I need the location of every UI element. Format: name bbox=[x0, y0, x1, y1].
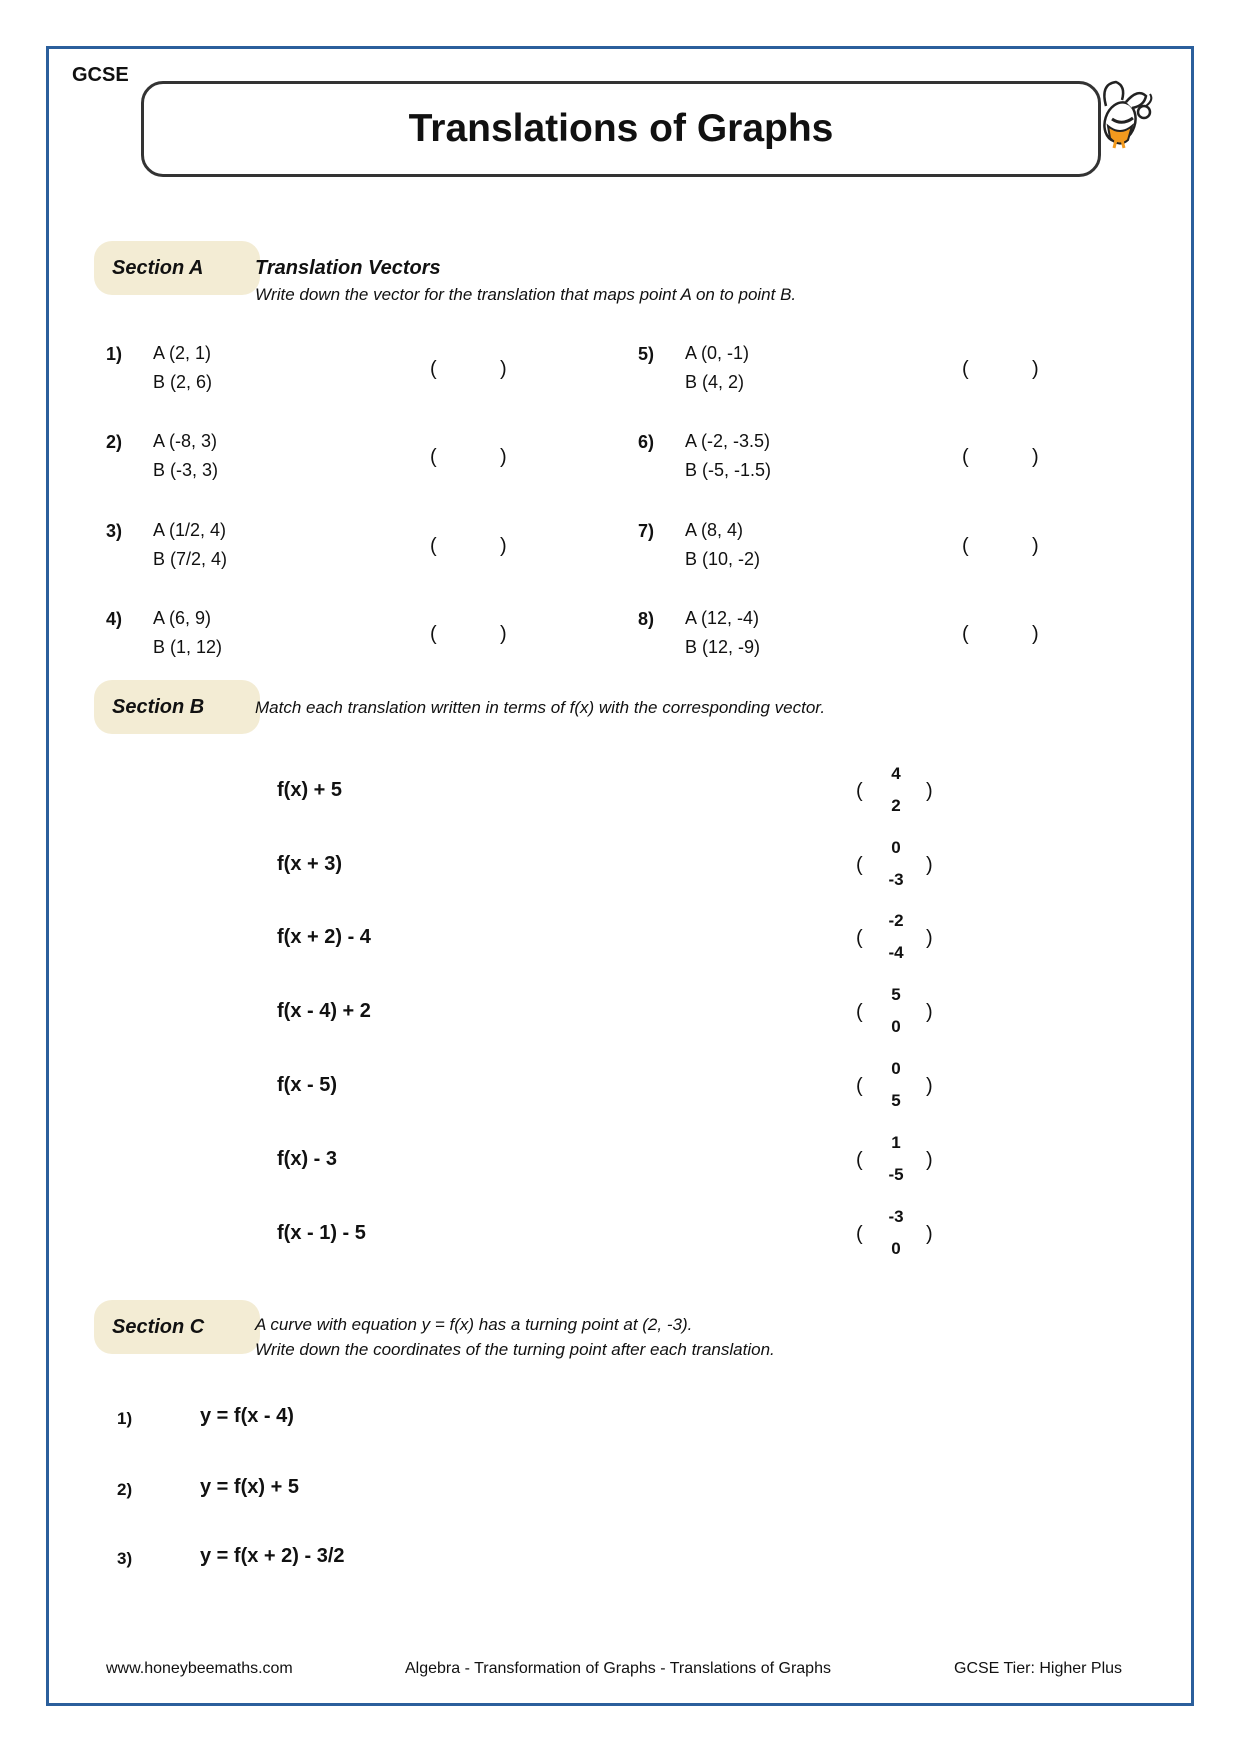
point-b: B (-5, -1.5) bbox=[685, 460, 772, 480]
vector-top: -3 bbox=[888, 1207, 904, 1226]
vector-bottom: 0 bbox=[891, 1017, 901, 1036]
equation: y = f(x + 2) - 3/2 bbox=[200, 1545, 345, 1567]
function-item: f(x - 4) + 2 bbox=[277, 1000, 371, 1022]
vector-top: 4 bbox=[891, 764, 901, 783]
equation: y = f(x) + 5 bbox=[200, 1476, 299, 1498]
footer-tier: GCSE Tier: Higher Plus bbox=[954, 1660, 1123, 1677]
vector-item bbox=[856, 760, 946, 826]
vector-top: -2 bbox=[888, 911, 904, 930]
question-number: 5) bbox=[638, 344, 655, 364]
function-item: f(x - 1) - 5 bbox=[277, 1222, 366, 1244]
function-item: f(x) - 3 bbox=[277, 1148, 337, 1170]
section-b-tag: Section B bbox=[94, 680, 260, 734]
equation: y = f(x - 4) bbox=[200, 1405, 294, 1427]
vector-top: 0 bbox=[891, 1059, 901, 1078]
vector-bottom: 0 bbox=[891, 1239, 901, 1258]
vector-close-paren: ) bbox=[926, 927, 933, 949]
section-a-heading: Translation Vectors bbox=[255, 257, 441, 279]
section-c-instruction-1: A curve with equation y = f(x) has a turning point at (2, -3). bbox=[255, 1315, 693, 1334]
answer-close-paren: ) bbox=[1032, 623, 1039, 645]
point-b: B (12, -9) bbox=[685, 637, 761, 657]
point-a: A (2, 1) bbox=[153, 343, 212, 363]
point-b: B (4, 2) bbox=[685, 372, 745, 392]
function-item: f(x + 2) - 4 bbox=[277, 926, 371, 948]
question-number: 8) bbox=[638, 609, 655, 629]
vector-item bbox=[856, 981, 946, 1047]
point-b: B (-3, 3) bbox=[153, 460, 219, 480]
answer-close-paren: ) bbox=[500, 535, 507, 557]
vector-close-paren: ) bbox=[926, 1223, 933, 1245]
vector-open-paren: ( bbox=[856, 1149, 863, 1171]
vector-top: 5 bbox=[891, 985, 901, 1004]
vector-top: 0 bbox=[891, 838, 901, 857]
answer-open-paren: ( bbox=[962, 535, 969, 557]
point-b: B (10, -2) bbox=[685, 549, 761, 569]
point-a: A (8, 4) bbox=[685, 520, 744, 540]
answer-open-paren: ( bbox=[430, 358, 437, 380]
answer-open-paren: ( bbox=[430, 446, 437, 468]
answer-open-paren: ( bbox=[430, 535, 437, 557]
point-a: A (0, -1) bbox=[685, 343, 750, 363]
answer-open-paren: ( bbox=[962, 446, 969, 468]
answer-open-paren: ( bbox=[430, 623, 437, 645]
answer-close-paren: ) bbox=[500, 358, 507, 380]
point-b: B (7/2, 4) bbox=[153, 549, 228, 569]
section-b-instruction: Match each translation written in terms of f(x) with the corresponding vector. bbox=[255, 698, 826, 717]
vector-close-paren: ) bbox=[926, 780, 933, 802]
question-number: 2) bbox=[106, 432, 123, 452]
footer-website: www.honeybeemaths.com bbox=[106, 1660, 293, 1677]
point-b: B (2, 6) bbox=[153, 372, 213, 392]
question-number: 2) bbox=[117, 1480, 133, 1499]
point-b: B (1, 12) bbox=[153, 637, 223, 657]
vector-bottom: -5 bbox=[888, 1165, 904, 1184]
answer-open-paren: ( bbox=[962, 358, 969, 380]
level-label: GCSE bbox=[72, 64, 129, 86]
function-item: f(x + 3) bbox=[277, 853, 343, 875]
section-c-tag: Section C bbox=[94, 1300, 260, 1354]
point-a: A (-2, -3.5) bbox=[685, 431, 771, 451]
section-a-tag: Section A bbox=[94, 241, 260, 295]
vector-open-paren: ( bbox=[856, 1075, 863, 1097]
vector-item bbox=[856, 1055, 946, 1121]
vector-item bbox=[856, 1129, 946, 1195]
vector-open-paren: ( bbox=[856, 927, 863, 949]
point-a: A (12, -4) bbox=[685, 608, 760, 628]
vector-item bbox=[856, 1203, 946, 1269]
function-item: f(x - 5) bbox=[277, 1074, 337, 1096]
answer-close-paren: ) bbox=[1032, 358, 1039, 380]
title-box bbox=[141, 81, 1101, 177]
question-number: 1) bbox=[117, 1409, 133, 1428]
vector-bottom: 5 bbox=[891, 1091, 901, 1110]
question-number: 3) bbox=[106, 521, 123, 541]
footer-topic: Algebra - Transformation of Graphs - Translations of Graphs bbox=[405, 1660, 831, 1677]
vector-open-paren: ( bbox=[856, 1223, 863, 1245]
answer-close-paren: ) bbox=[1032, 535, 1039, 557]
vector-bottom: 2 bbox=[891, 796, 901, 815]
question-number: 7) bbox=[638, 521, 655, 541]
point-a: A (1/2, 4) bbox=[153, 520, 227, 540]
section-c-instruction-2: Write down the coordinates of the turning point after each translation. bbox=[255, 1340, 775, 1359]
point-a: A (-8, 3) bbox=[153, 431, 218, 451]
vector-top: 1 bbox=[891, 1133, 901, 1152]
question-number: 1) bbox=[106, 344, 123, 364]
page-title: Translations of Graphs bbox=[408, 107, 834, 150]
vector-close-paren: ) bbox=[926, 1075, 933, 1097]
vector-open-paren: ( bbox=[856, 780, 863, 802]
function-item: f(x) + 5 bbox=[277, 779, 343, 801]
vector-open-paren: ( bbox=[856, 854, 863, 876]
vector-close-paren: ) bbox=[926, 854, 933, 876]
answer-close-paren: ) bbox=[500, 623, 507, 645]
answer-close-paren: ) bbox=[500, 446, 507, 468]
vector-bottom: -4 bbox=[888, 943, 904, 962]
question-number: 3) bbox=[117, 1549, 133, 1568]
vector-close-paren: ) bbox=[926, 1001, 933, 1023]
answer-open-paren: ( bbox=[962, 623, 969, 645]
section-a-instruction: Write down the vector for the translation that maps point A on to point B. bbox=[255, 285, 797, 304]
question-number: 6) bbox=[638, 432, 655, 452]
vector-open-paren: ( bbox=[856, 1001, 863, 1023]
point-a: A (6, 9) bbox=[153, 608, 212, 628]
vector-close-paren: ) bbox=[926, 1149, 933, 1171]
vector-item bbox=[856, 907, 946, 973]
question-number: 4) bbox=[106, 609, 123, 629]
vector-item bbox=[856, 834, 946, 900]
vector-bottom: -3 bbox=[888, 870, 904, 889]
bee-logo-icon bbox=[1086, 76, 1162, 152]
answer-close-paren: ) bbox=[1032, 446, 1039, 468]
